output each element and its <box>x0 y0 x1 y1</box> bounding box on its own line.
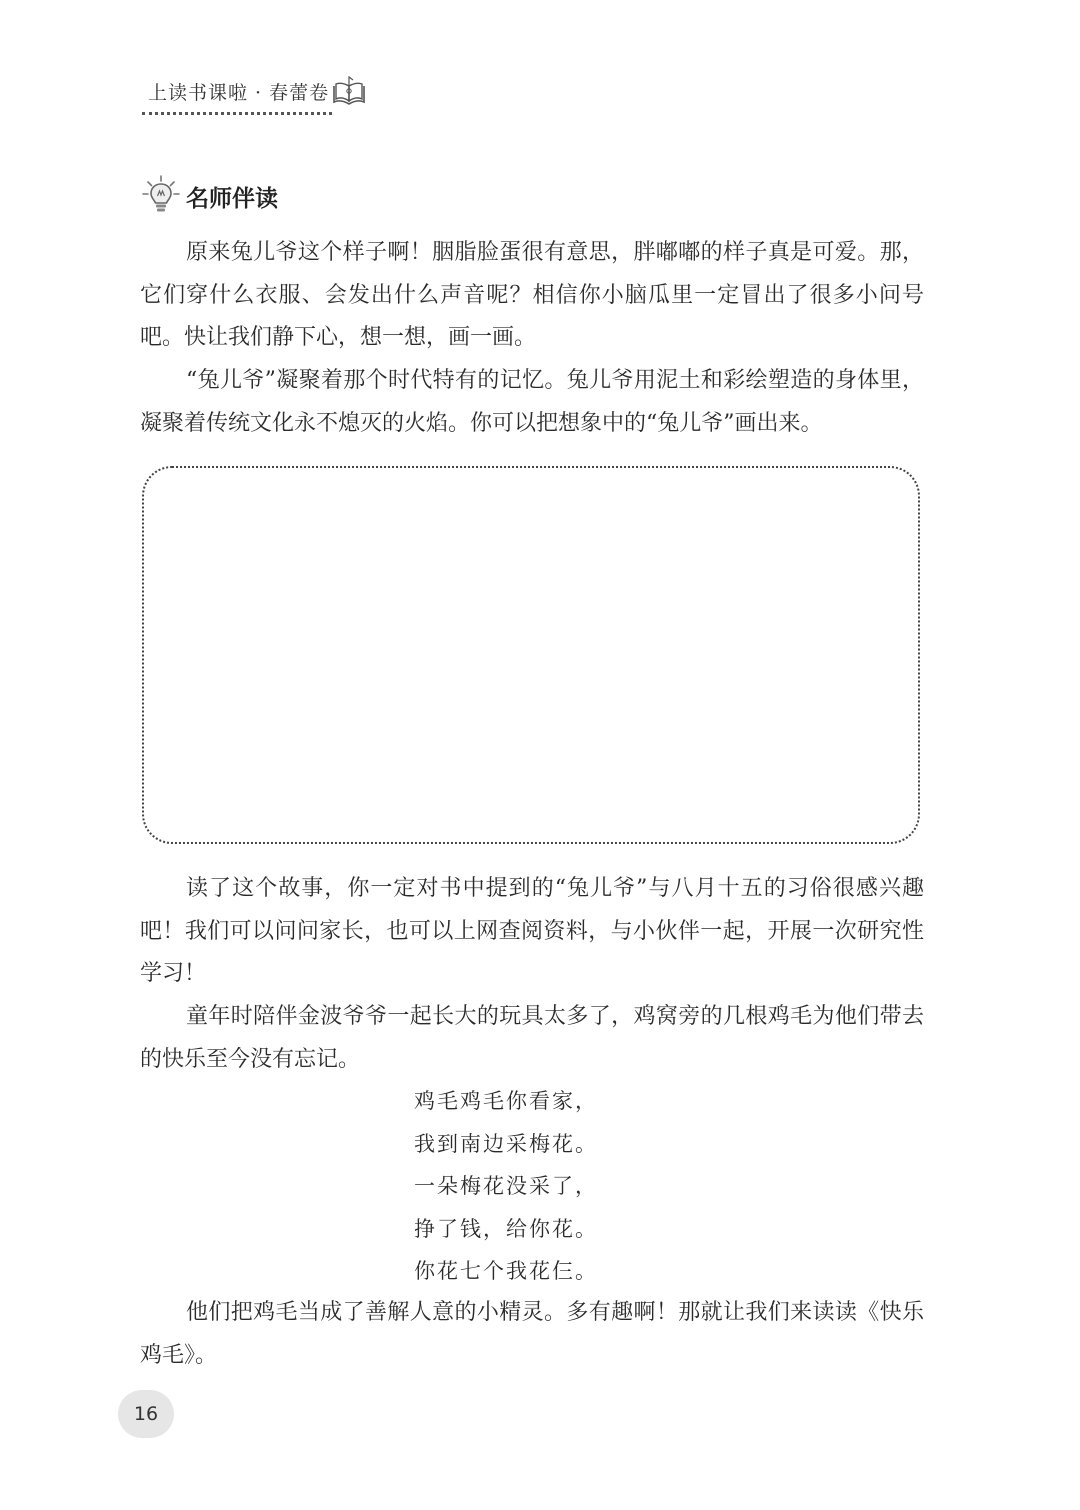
page-number: 16 <box>118 1390 174 1438</box>
open-book-icon <box>331 74 367 108</box>
poem-line: 一朵梅花没采了， <box>414 1174 598 1198</box>
lightbulb-icon <box>142 174 180 214</box>
header-dotted-rule <box>142 108 332 115</box>
running-header <box>148 74 388 114</box>
paragraph-childhood-toys: 童年时陪伴金波爷爷一起长大的玩具太多了，鸡窝旁的几根鸡毛为他们带去的快乐至今没有忘记。 <box>140 1004 924 1072</box>
paragraph-draw-prompt: “兔儿爷”凝聚着那个时代特有的记忆。兔儿爷用泥土和彩绘塑造的身体里，凝聚着传统文化永不熄灭的火焰。你可以把想象中的“兔儿爷”画出来。 <box>140 368 924 436</box>
poem <box>414 1080 714 1293</box>
poem-line: 我到南边采梅花。 <box>414 1131 598 1156</box>
running-title: 上读书课啦 · 春蕾卷 <box>148 82 330 104</box>
poem-line: 你花七个我花仨。 <box>414 1259 598 1283</box>
poem-line: 鸡毛鸡毛你看家， <box>414 1089 598 1113</box>
section-title: 名师伴读 <box>186 186 278 212</box>
paragraph-research: 读了这个故事，你一定对书中提到的“兔儿爷”与八月十五的习俗很感兴趣吧！我们可以问问家长，也可以上网查阅资料，与小伙伴一起，开展一次研究性学习！ <box>140 876 924 986</box>
paragraph-closing: 他们把鸡毛当成了善解人意的小精灵。多有趣啊！那就让我们来读读《快乐鸡毛》。 <box>140 1300 924 1368</box>
drawing-area[interactable] <box>142 466 920 844</box>
paragraph-intro: 原来兔儿爷这个样子啊！胭脂脸蛋很有意思，胖嘟嘟的样子真是可爱。那，它们穿什么衣服、会发出什么声音呢？相信你小脑瓜里一定冒出了很多小问号吧。快让我们静下心，想一想，画一画。 <box>140 240 924 350</box>
poem-line: 挣了钱，给你花。 <box>414 1216 598 1241</box>
section-heading <box>142 172 442 216</box>
